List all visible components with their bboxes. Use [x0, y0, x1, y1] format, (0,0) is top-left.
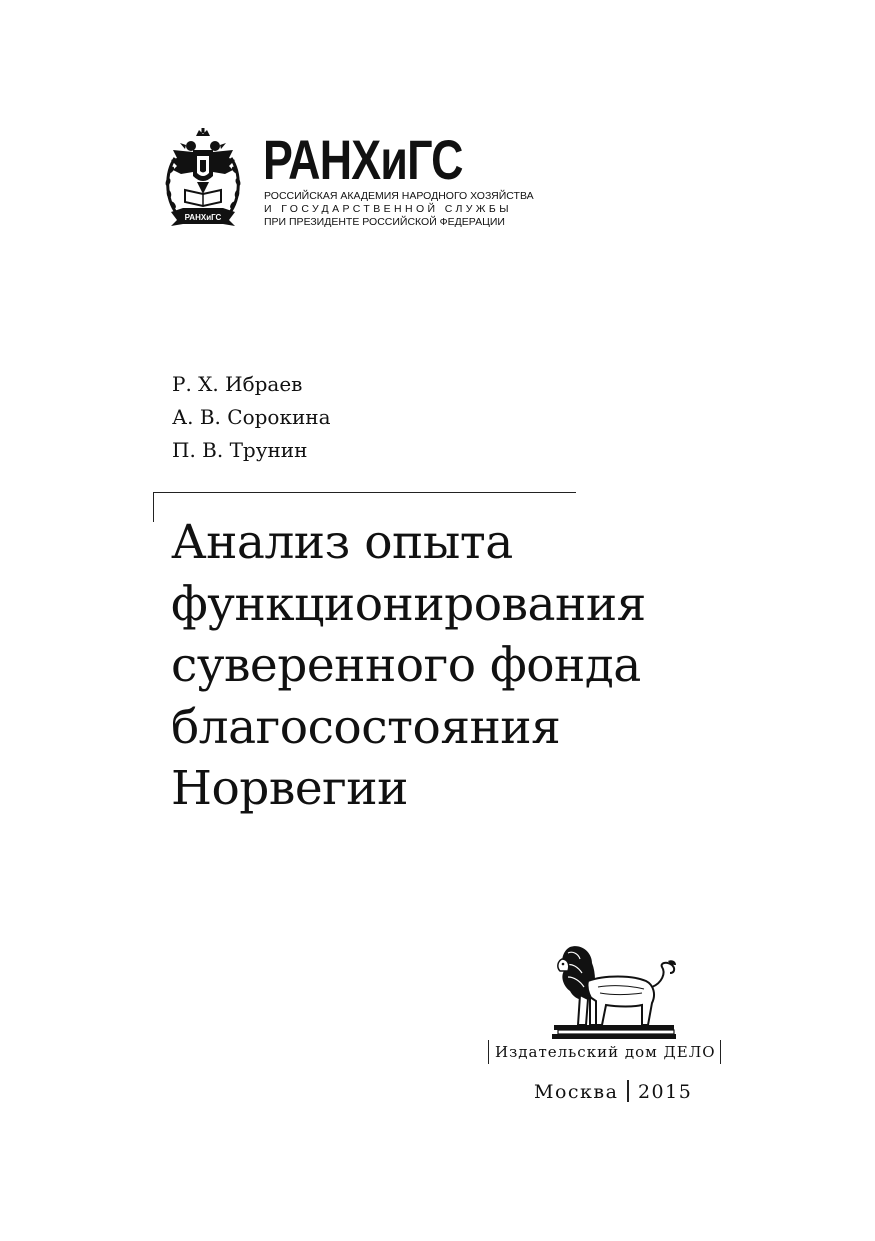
title-line: Анализ опыта	[171, 515, 513, 570]
title-frame-top-rule	[153, 492, 576, 493]
author-name: П. В. Трунин	[172, 438, 308, 462]
publication-year: 2015	[637, 1081, 693, 1103]
ranepa-abbreviation: РАНХиГС	[263, 128, 463, 191]
author-name: А. В. Сорокина	[172, 405, 331, 429]
title-frame-left-rule	[153, 492, 154, 522]
ranepa-fullname-line-3: ПРИ ПРЕЗИДЕНТЕ РОССИЙСКОЙ ФЕДЕРАЦИИ	[264, 216, 505, 228]
lion-on-books-icon	[548, 937, 684, 1041]
ranepa-logo	[163, 128, 534, 232]
imprint-line	[534, 1077, 692, 1107]
publication-city: Москва	[534, 1081, 619, 1103]
author-name: Р. Х. Ибраев	[172, 372, 303, 396]
title-line: Норвегии	[171, 761, 408, 816]
publisher-name: Издательский дом ДЕЛО	[488, 1040, 721, 1064]
ranepa-fullname-line-2: И ГОСУДАРСТВЕННОЙ СЛУЖБЫ	[264, 203, 512, 215]
imprint-separator	[627, 1080, 629, 1102]
author-list	[172, 368, 331, 467]
title-line: суверенного фонда	[171, 638, 641, 693]
ranepa-fullname-line-1: РОССИЙСКАЯ АКАДЕМИЯ НАРОДНОГО ХОЗЯЙСТВА	[264, 190, 534, 202]
book-title	[171, 512, 731, 820]
title-line: благосостояния	[171, 699, 561, 755]
double-headed-eagle-emblem-icon	[163, 128, 243, 232]
title-line: функционирования	[171, 576, 646, 632]
emblem-ribbon-text: РАНХиГС	[184, 213, 222, 222]
